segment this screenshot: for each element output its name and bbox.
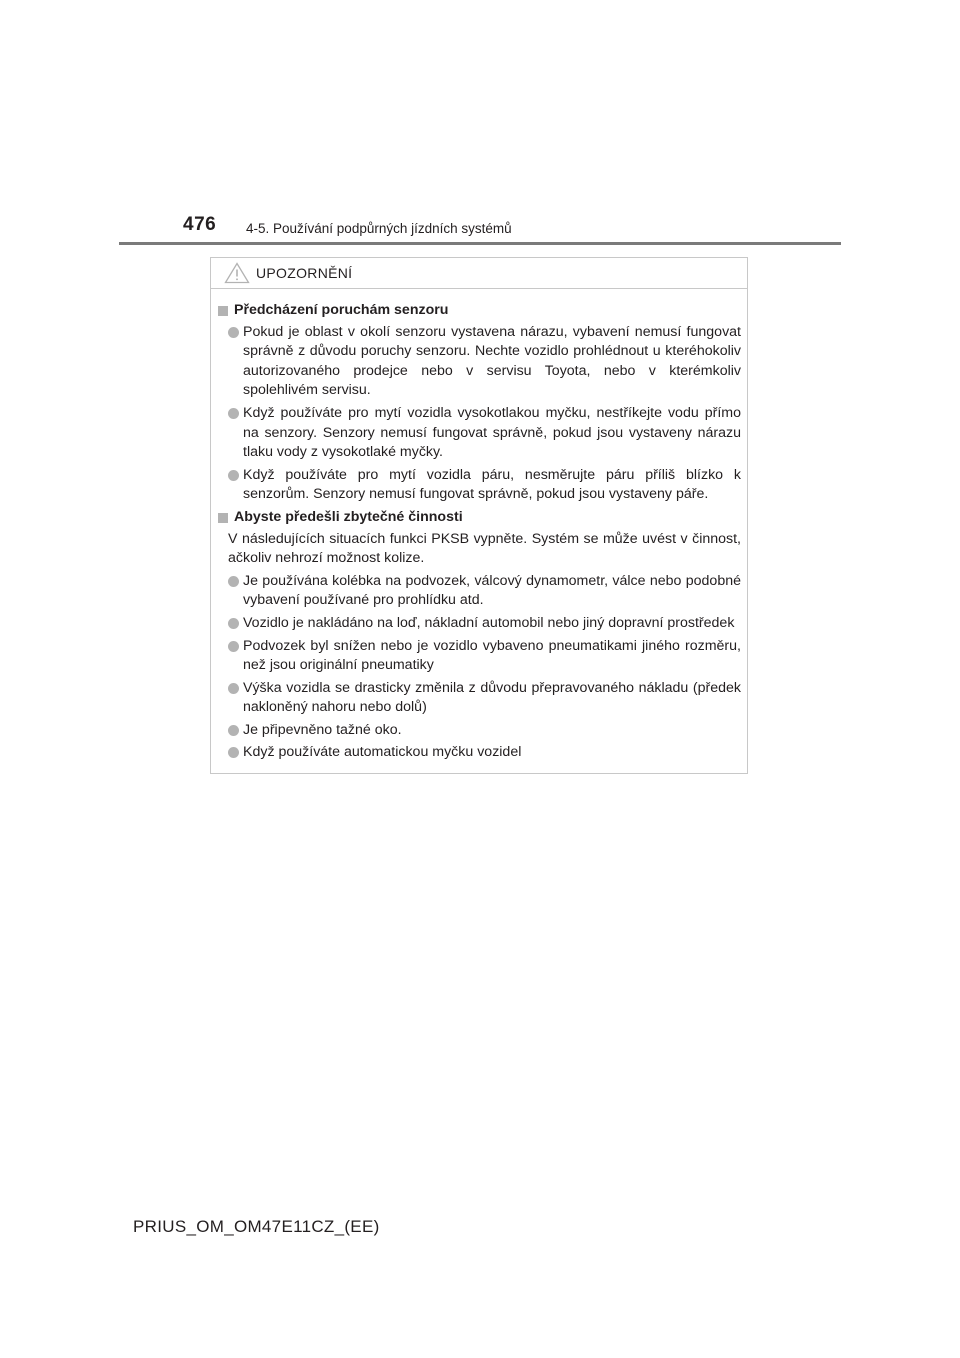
section-heading-text: Abyste předešli zbytečné činnosti	[234, 508, 463, 525]
list-item-text: Když používáte automatickou myčku vozidel	[243, 744, 522, 761]
list-item	[218, 323, 741, 401]
chapter-title: 4-5. Používání podpůrných jízdních systémů	[246, 221, 512, 236]
list-item	[218, 637, 741, 676]
page-number: 476	[183, 214, 217, 235]
warning-header	[211, 258, 747, 289]
round-bullet-icon	[228, 408, 239, 419]
warning-label: UPOZORNĚNÍ	[256, 265, 353, 281]
section-intro: V následujících situacích funkci PKSB vypněte. Systém se může uvést v činnost, ačkoliv nehrozí možnost kolize.	[228, 530, 741, 567]
warning-content	[211, 289, 747, 763]
round-bullet-icon	[228, 618, 239, 629]
list-item	[218, 466, 741, 505]
square-bullet-icon	[218, 306, 228, 316]
list-item	[218, 743, 741, 763]
round-bullet-icon	[228, 683, 239, 694]
list-item-text: Pokud je oblast v okolí senzoru vystavena nárazu, vybavení nemusí fungovat správně z důvodu poruchy senzoru. Nechte vozidlo prohlédnout u kteréhokoliv autorizovaného prodejce nebo v servisu Toyota, nebo v kterémkoliv spolehlivém servisu.	[243, 323, 741, 399]
section-heading	[218, 508, 741, 528]
round-bullet-icon	[228, 327, 239, 338]
section-heading-text: Předcházení poruchám senzoru	[234, 302, 449, 318]
list-item	[218, 404, 741, 463]
section-heading	[218, 301, 741, 321]
list-item-text: Je používána kolébka na podvozek, válcový dynamometr, válce nebo podobné vybavení používané pro prohlídku atd.	[243, 572, 741, 609]
round-bullet-icon	[228, 641, 239, 652]
list-item-text: Podvozek byl snížen nebo je vozidlo vybaveno pneumatikami jiného rozměru, než jsou originální pneumatiky	[243, 637, 741, 674]
round-bullet-icon	[228, 470, 239, 481]
warning-box	[210, 257, 748, 774]
warning-triangle-icon	[224, 262, 250, 284]
document-code: PRIUS_OM_OM47E11CZ_(EE)	[133, 1217, 380, 1236]
list-item	[218, 679, 741, 718]
round-bullet-icon	[228, 576, 239, 587]
list-item	[218, 721, 741, 741]
list-item-text: Když používáte pro mytí vozidla páru, nesměrujte páru příliš blízko k senzorům. Senzory nemusí fungovat správně, pokud jsou vystaveny páře.	[243, 466, 741, 503]
list-item	[218, 614, 741, 634]
list-item-text: Vozidlo je nakládáno na loď, nákladní automobil nebo jiný dopravní prostředek	[243, 614, 735, 631]
round-bullet-icon	[228, 725, 239, 736]
list-item-text: Výška vozidla se drasticky změnila z důvodu přepravovaného nákladu (předek nakloněný nahoru nebo dolů)	[243, 679, 741, 716]
header-rule	[119, 242, 841, 245]
square-bullet-icon	[218, 513, 228, 523]
list-item	[218, 572, 741, 611]
list-item-text: Je připevněno tažné oko.	[243, 721, 402, 738]
list-item-text: Když používáte pro mytí vozidla vysokotlakou myčku, nestříkejte vodu přímo na senzory. Senzory nemusí fungovat správně, pokud jsou vystaveny nárazu tlaku vody z vysokotlaké myčky.	[243, 404, 741, 461]
round-bullet-icon	[228, 747, 239, 758]
